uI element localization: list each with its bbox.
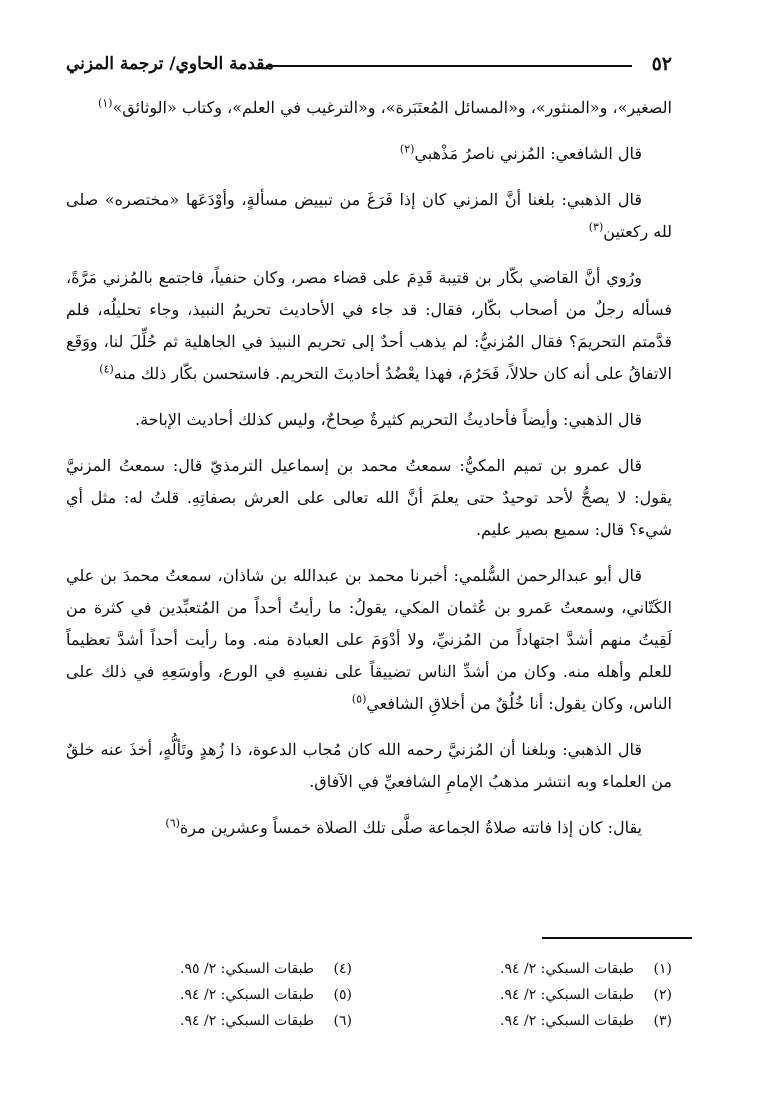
footnote-reference: (٢) — [399, 142, 415, 156]
footnote-number: (٢) — [653, 987, 672, 1003]
paragraph-text: قال عمرو بن تميم المكيُّ: سمعتُ محمد بن إسماعيل الترمذيّ قال: سمعتُ المزنيَّ يقول: لا يصحُّ لأحد توحيدٌ حتى يعلمَ أنَّ الله تعالى على العرش بصفاتِهِ. قلتُ له: مثل أي شيء؟ قال: سميع بصير عليم. — [66, 456, 672, 539]
paragraph-text: قال الذهبي: بلغنا أنَّ المزني كان إذا فَرَغَ من تبييض مسألةٍ، وأوْدَعَها «مختصره» صلى لله ركعتين — [66, 190, 672, 241]
paragraph-text: الصغير»، و«المنثور»، و«المسائل المُعتَبَرة»، و«الترغيب في العلم»، وكتاب «الوثائق» — [112, 98, 672, 117]
paragraph-text: قال أبو عبدالرحمن السُّلمي: أخبرنا محمد بن عبدالله بن شاذان، سمعتُ محمدَ بن علي الكَتّاني، وسمعتُ عَمرو بن عُثمان المكي، يقولُ: ما رأيتُ أحداً من المُتعبِّدين في كثرة من لَقِيتُ منهم أشدَّ اجتهاداً من المُزنيِّ، ولا أدْوَمَ على العبادة منه. وما رأيت أحداً أشدَّ تعظيماً للعلم وأهله منه. وكان من أشدِّ الناس تضييقاً على نفسِهِ في الورع، وأوسَعِهِ في ذلك على الناس، وكان يقول: أنا خُلُقٌ من أخلاقِ الشافعي — [66, 566, 672, 713]
paragraph — [66, 262, 672, 390]
paragraph — [66, 138, 672, 170]
paragraph-text: يقال: كان إذا فاتته صلاةُ الجماعة صلَّى تلك الصلاة خمساً وعشرين مرة — [179, 818, 642, 837]
footnotes — [66, 956, 672, 1056]
footnote-text: طبقات السبكي: ٢/ ٩٤. — [180, 987, 314, 1003]
footnote-text: طبقات السبكي: ٢/ ٩٤. — [180, 1013, 314, 1029]
paragraph — [66, 404, 672, 436]
footnote-item — [382, 982, 672, 1008]
paragraph — [66, 450, 672, 546]
paragraph — [66, 184, 672, 248]
footnote-text: طبقات السبكي: ٢/ ٩٤. — [500, 1013, 634, 1029]
footnote-number: (١) — [653, 961, 672, 977]
header-rule — [266, 65, 632, 67]
page-body — [66, 92, 672, 858]
footnote-number: (٣) — [653, 1013, 672, 1029]
footnote-text: طبقات السبكي: ٢/ ٩٤. — [500, 961, 634, 977]
paragraph — [66, 560, 672, 720]
paragraph — [66, 734, 672, 798]
page-number: ٥٢ — [651, 53, 672, 75]
footnote-separator — [542, 937, 692, 939]
footnote-reference: (٣) — [588, 220, 604, 234]
footnote-reference: (٦) — [165, 816, 180, 830]
footnote-text: طبقات السبكي: ٢/ ٩٤. — [500, 987, 634, 1003]
footnotes-right-column — [382, 956, 672, 1034]
paragraph-text: قال الذهبي: وأيضاً فأحاديثُ التحريم كثيرةٌ صِحاحٌ، وليس كذلك أحاديث الإباحة. — [135, 410, 642, 429]
paragraph-text: قال الذهبي: وبلغنا أن المُزنيَّ رحمه الله كان مُجاب الدعوة، ذا زُهدٍ وتَألُّهٍ، أخذَ عنه خلقٌ من العلماء وبه انتشر مذهبُ الإمامِ الشافعيِّ في الآفاق. — [66, 740, 672, 791]
footnote-item — [62, 956, 352, 982]
footnote-number: (٥) — [333, 987, 352, 1003]
paragraph-text: ورُوي أنَّ القاضي بكّار بن قتيبة قَدِمَ على قضاء مصر، وكان حنفياً، فاجتمع بالمُزني مَرَّةً، فسأله رجلٌ من أصحاب بكّار، فقال: قد جاء في الأحاديث تحريمُ النبيذ، وجاء تحليلُه، فلم قدَّمتم التحريمَ؟ فقال المُزنيُّ: لم يذهب أحدٌ إلى تحريم النبيذ في الجاهلية ثم حُلِّلَ لنا، ووَقَع الاتفاقُ على أنه كان حلالاً، فَحَرُمَ، فهذا يعْضُدُ أحاديثَ التحريم. فاستحسن بكّار ذلك منه — [66, 268, 672, 383]
footnote-item — [382, 956, 672, 982]
paragraph — [66, 92, 672, 124]
footnote-item — [62, 1008, 352, 1034]
footnote-number: (٤) — [333, 961, 352, 977]
footnote-number: (٦) — [333, 1013, 352, 1029]
footnote-text: طبقات السبكي: ٢/ ٩٥. — [180, 961, 314, 977]
footnote-item — [382, 1008, 672, 1034]
page-header — [66, 52, 672, 86]
paragraph — [66, 812, 672, 844]
paragraph-text: قال الشافعي: المُزني ناصرُ مَذْهبي — [414, 144, 642, 163]
footnote-reference: (٤) — [99, 362, 114, 376]
running-title: مقدمة الحاوي/ ترجمة المزني — [66, 54, 274, 74]
footnote-reference: (١) — [97, 96, 113, 110]
footnote-item — [62, 982, 352, 1008]
footnote-reference: (٥) — [351, 692, 367, 706]
footnotes-left-column — [62, 956, 352, 1034]
